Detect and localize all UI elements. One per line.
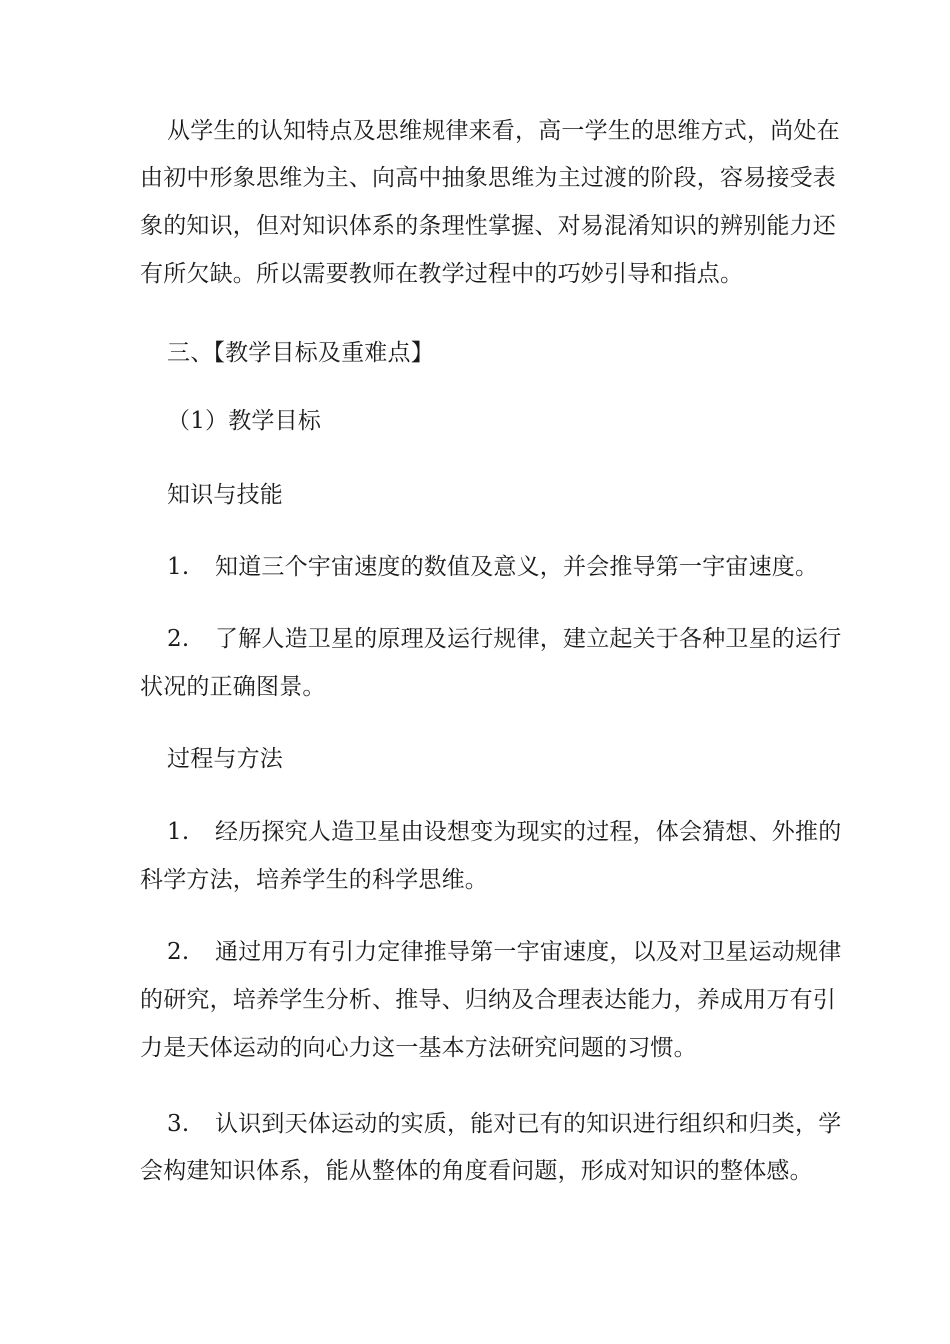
intro-line: 有所欠缺。所以需要教师在教学过程中的巧妙引导和指点。: [140, 261, 744, 287]
list-item-text: 力是天体运动的向心力这一基本方法研究问题的习惯。: [140, 1035, 697, 1061]
list-item-number: 1.: [167, 819, 190, 845]
list-item-text: 通过用万有引力定律推导第一宇宙速度，以及对卫星运动规律: [215, 939, 842, 965]
list-item-text: 会构建知识体系，能从整体的角度看问题，形成对知识的整体感。: [140, 1158, 813, 1184]
list-item-text: 状况的正确图景。: [140, 674, 326, 700]
list-item-number: 3.: [167, 1111, 190, 1137]
list-item-text: 认识到天体运动的实质，能对已有的知识进行组织和归类，学: [215, 1111, 842, 1137]
subsection-heading: （1）教学目标: [167, 408, 322, 434]
list-item-text: 的研究，培养学生分析、推导、归纳及合理表达能力，养成用万有引: [140, 987, 836, 1013]
list-item-text: 科学方法，培养学生的科学思维。: [140, 867, 488, 893]
list-item-number: 1.: [167, 554, 190, 580]
list-item-text: 了解人造卫星的原理及运行规律，建立起关于各种卫星的运行: [215, 626, 842, 652]
section-heading: 三、【教学目标及重难点】: [167, 340, 434, 366]
intro-line: 从学生的认知特点及思维规律来看，高一学生的思维方式，尚处在: [167, 118, 840, 144]
process-methods-heading: 过程与方法: [167, 746, 283, 772]
list-item-number: 2.: [167, 626, 190, 652]
list-item-text: 经历探究人造卫星由设想变为现实的过程，体会猜想、外推的: [215, 819, 842, 845]
list-item: [167, 934, 857, 970]
intro-line: 由初中形象思维为主、向高中抽象思维为主过渡的阶段，容易接受表: [140, 165, 836, 191]
knowledge-skills-heading: 知识与技能: [167, 482, 283, 508]
list-item: [167, 549, 857, 585]
list-item-number: 2.: [167, 939, 190, 965]
list-item: [167, 621, 857, 657]
list-item-text: 知道三个宇宙速度的数值及意义，并会推导第一宇宙速度。: [215, 554, 819, 580]
intro-line: 象的知识，但对知识体系的条理性掌握、对易混淆知识的辨别能力还: [140, 213, 836, 239]
list-item: [167, 1106, 857, 1142]
list-item: [167, 814, 857, 850]
